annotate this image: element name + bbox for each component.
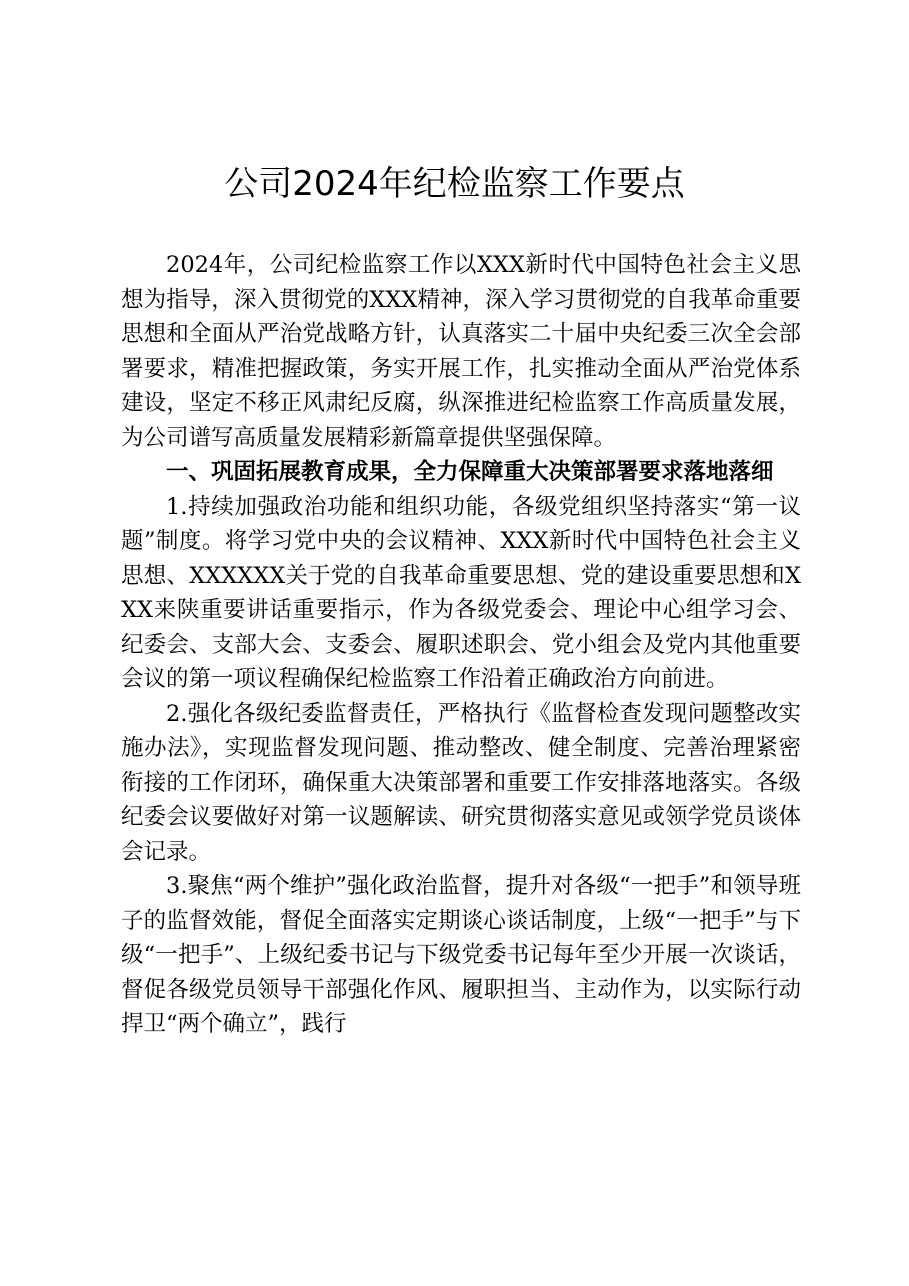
- document-title: 公司2024年纪检监察工作要点: [224, 164, 685, 204]
- item-paragraph-3: 3.聚焦“两个维护”强化政治监督，提升对各级“一把手”和领导班子的监督效能，督促全面落实定期谈心谈话制度，上级“一把手”与下级“一把手”、上级纪委书记与下级党委书记每年至少开展一次谈话，督促各级党员领导干部强化作风、履职担当、主动作为，以实际行动捍卫“两个确立”，践行: [121, 873, 801, 1037]
- item-paragraph-2: 2.强化各级纪委监督责任，严格执行《监督检查发现问题整改实施办法》，实现监督发现问题、推动整改、健全制度、完善治理紧密衔接的工作闭环，确保重大决策部署和重要工作安排落地落实。各级纪委会议要做好对第一议题解读、研究贯彻落实意见或领学党员谈体会记录。: [121, 700, 801, 865]
- document-body: [121, 248, 801, 1042]
- section-heading-1: 一、巩固拓展教育成果，全力保障重大决策部署要求落地落细: [166, 459, 774, 485]
- item-paragraph-1: 1.持续加强政治功能和组织功能，各级党组织坚持落实“第一议题”制度。将学习党中央的会议精神、XXX新时代中国特色社会主义思想、XXXXXX关于党的自我革命重要思想、党的建设重要思想和XXX来陕重要讲话重要指示，作为各级党委会、理论中心组学习会、纪委会、支部大会、支委会、履职述职会、党小组会及党内其他重要会议的第一项议程确保纪检监察工作沿着正确政治方向前进。: [121, 493, 801, 692]
- intro-paragraph: 2024年，公司纪检监察工作以XXX新时代中国特色社会主义思想为指导，深入贯彻党的XXX精神，深入学习贯彻党的自我革命重要思想和全面从严治党战略方针，认真落实二十届中央纪委三次全会部署要求，精准把握政策，务实开展工作，扎实推动全面从严治党体系建设，坚定不移正风肃纪反腐，纵深推进纪检监察工作高质量发展，为公司谱写高质量发展精彩新篇章提供坚强保障。: [121, 252, 801, 451]
